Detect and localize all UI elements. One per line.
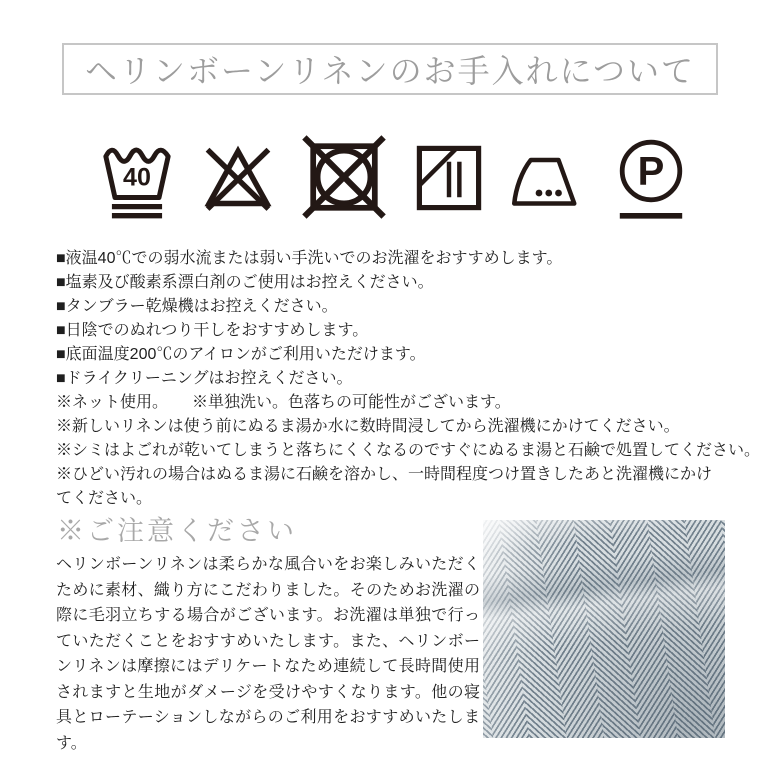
care-instruction-line: ■タンブラー乾燥機はお控えください。 — [56, 298, 338, 315]
care-instruction-line: ■ドライクリーニングはお控えください。 — [56, 370, 353, 387]
notice-heading: ※ご注意ください — [57, 516, 297, 546]
care-instruction-line: ※ひどい汚れの場合はぬるま湯に石鹸を溶かし、一時間程度つけ置きしたあと洗濯機にかけてください。 — [56, 466, 713, 507]
wash-temp-label: 40 — [123, 163, 151, 192]
care-instruction-line: ※ネット使用。 ※単独洗い。色落ちの可能性がございます。 — [56, 394, 511, 411]
dry-clean-p-icon — [611, 135, 691, 223]
care-instruction-line: ■塩素及び酸素系漂白剤のご使用はお控えください。 — [56, 274, 434, 291]
care-instruction-list — [56, 247, 761, 511]
no-tumble-dry-icon — [300, 133, 388, 221]
care-instruction-line: ■液温40℃での弱水流または弱い手洗いでのお洗濯をおすすめします。 — [56, 250, 563, 267]
title-banner — [62, 43, 718, 95]
care-instruction-line: ■日陰でのぬれつり干しをおすすめします。 — [56, 322, 369, 339]
dry-clean-p-label: P — [637, 149, 665, 194]
care-instruction-line: ※新しいリネンは使う前にぬるま湯か水に数時間浸してから洗濯機にかけてください。 — [56, 418, 680, 435]
iron-high-icon — [509, 151, 587, 211]
page-title: ヘリンボーンリネンのお手入れについて — [84, 53, 696, 89]
no-bleach-icon — [199, 137, 277, 217]
shade-hang-dry-icon — [412, 141, 486, 215]
fabric-photo — [483, 520, 725, 738]
care-instruction-line: ■底面温度200℃のアイロンがご利用いただけます。 — [56, 346, 426, 363]
notice-paragraph: ヘリンボーンリネンは柔らかな風合いをお楽しみいただくために素材、織り方にこだわりました。そのためお洗濯の際に毛羽立ちする場合がございます。お洗濯は単独で行っていただくことをおすすめいたします。また、ヘリンボーンリネンは摩擦にはデリケートなため連続して長時間使用されますと生地がダメージを受けやすくなります。他の寝具とローテーションしながらのご利用をおすすめいたします。 — [56, 556, 480, 752]
herringbone-pattern — [483, 520, 725, 738]
wash-40-gentle-icon — [99, 136, 175, 224]
care-instruction-line: ※シミはよごれが乾いてしまうと落ちにくくなるのですぐにぬるま湯と石鹸で処置してください。 — [56, 442, 761, 459]
care-symbols-row — [99, 132, 691, 224]
